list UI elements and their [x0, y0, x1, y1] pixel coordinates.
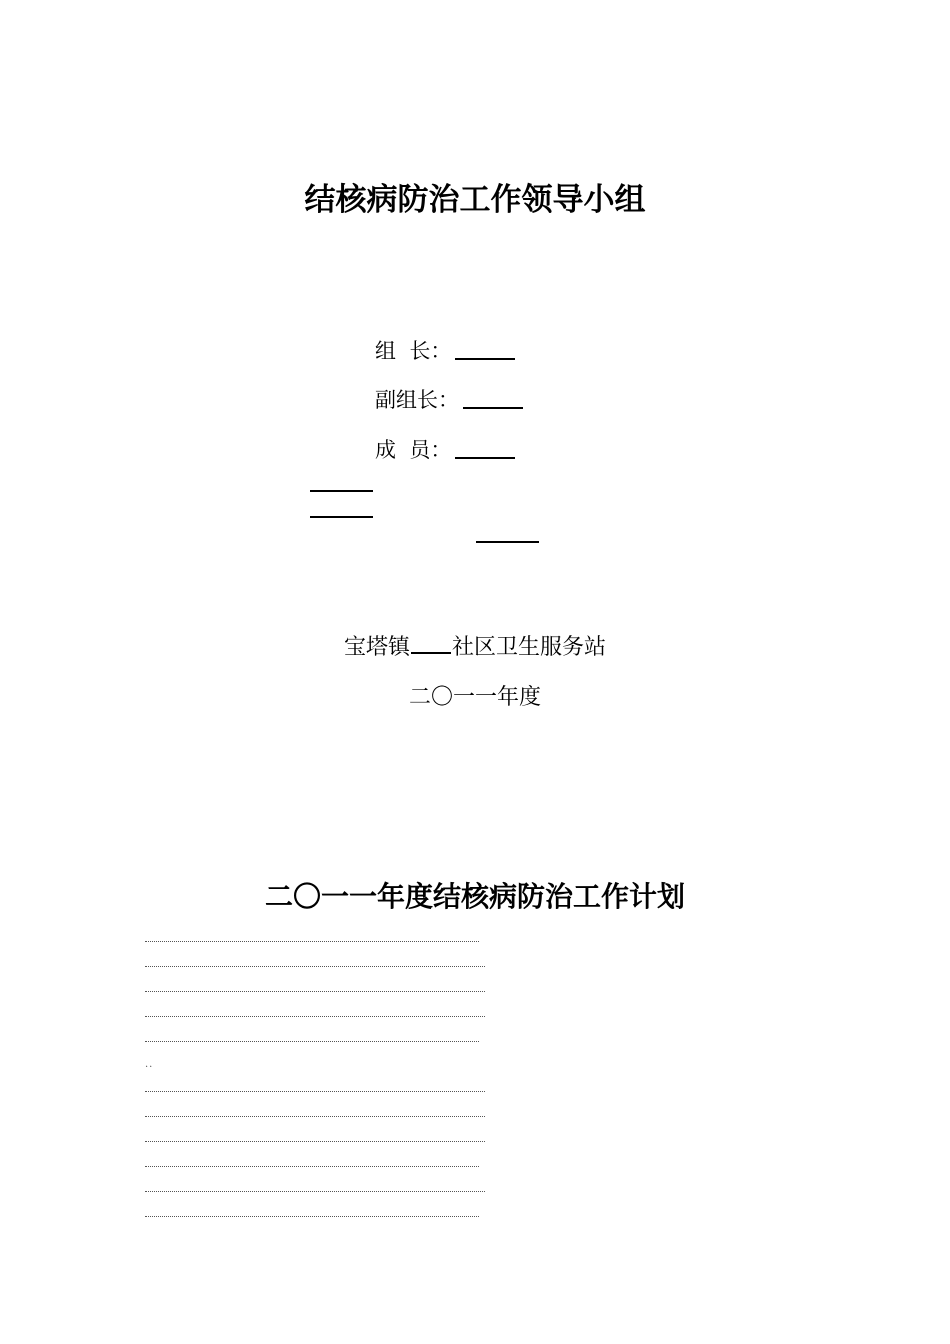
leader-row	[375, 336, 515, 366]
member-blank-3[interactable]	[310, 516, 373, 518]
member-blank[interactable]	[455, 457, 515, 459]
organization-blank[interactable]	[411, 652, 451, 654]
toc-line-2	[145, 966, 485, 967]
toc-line-9	[145, 1166, 479, 1167]
member-row	[375, 435, 515, 465]
toc-fragment: ..	[145, 1059, 154, 1070]
toc-line-5	[145, 1041, 479, 1042]
group-title: 结核病防治工作领导小组	[304, 182, 646, 218]
organization-line	[0, 632, 950, 664]
toc-line-7	[145, 1116, 485, 1117]
member-label: 成 员：	[375, 438, 452, 462]
toc-line-6	[145, 1091, 485, 1092]
toc-line-3	[145, 991, 485, 992]
organization-prefix: 宝塔镇	[343, 635, 410, 660]
toc-line-11	[145, 1216, 479, 1217]
deputy-row	[375, 385, 523, 415]
member-blank-2[interactable]	[310, 490, 373, 492]
leader-blank[interactable]	[455, 358, 515, 360]
plan-title: 二〇一一年度结核病防治工作计划	[264, 880, 685, 913]
member-blank-4[interactable]	[476, 541, 539, 543]
toc-line-8	[145, 1141, 485, 1142]
leader-label: 组 长：	[375, 339, 452, 363]
organization-suffix: 社区卫生服务站	[452, 635, 607, 660]
year-line	[0, 682, 950, 714]
deputy-label: 副组长：	[375, 388, 459, 412]
toc-line-4	[145, 1016, 485, 1017]
year-text: 二〇一一年度	[408, 685, 541, 710]
toc-line-1	[145, 941, 479, 942]
toc-line-10	[145, 1191, 485, 1192]
deputy-blank[interactable]	[463, 407, 523, 409]
